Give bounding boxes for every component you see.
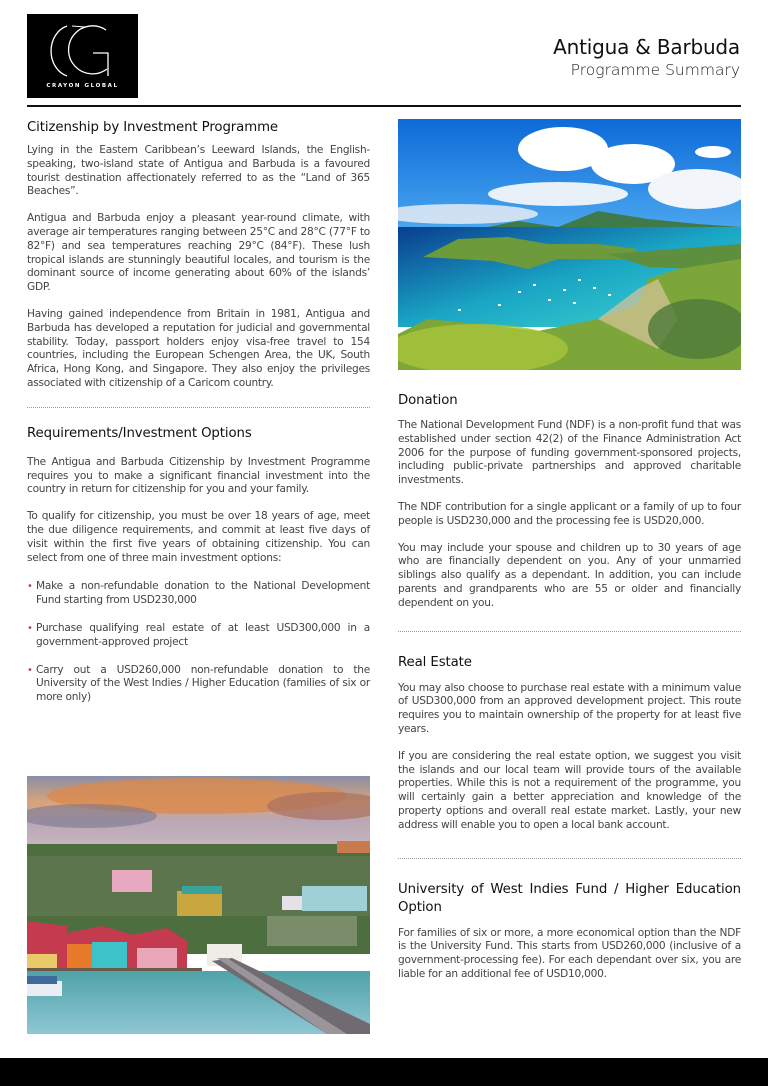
requirements-paragraph-1: The Antigua and Barbuda Citizenship by Investment Programme requires you to make a significant financial investment into the country in return for citizenship for you and your family.: [27, 455, 370, 496]
real-estate-heading: Real Estate: [398, 654, 472, 670]
bullet-icon: •: [27, 622, 33, 634]
investment-option-text: Make a non-refundable donation to the National Development Fund starting from USD230,000: [36, 580, 370, 607]
investment-option-item: [27, 622, 370, 650]
left-column: [27, 119, 370, 705]
investment-options-list: [27, 580, 370, 705]
english-harbour-photo: [398, 119, 741, 370]
investment-option-item: [27, 664, 370, 705]
right-column: [398, 392, 741, 982]
donation-section: [398, 392, 741, 611]
document-title: Antigua & Barbuda: [553, 35, 740, 59]
cbi-paragraph-2: Antigua and Barbuda enjoy a pleasant year-round climate, with average air temperatures ranging between 25°C and 28°C (77°F to 82°F) and sea temperatures reaching 29°C (84°F). These lush tropical islands are stunningly beautiful locales, and tourism is the dominant source of income generating about 60% of the islands’ GDP.: [27, 212, 370, 294]
document-subtitle: Programme Summary: [570, 61, 740, 79]
donation-heading: Donation: [398, 393, 458, 408]
section-divider: [398, 858, 741, 859]
section-divider: [398, 631, 741, 632]
logo-wordmark: CRAYON GLOBAL: [46, 83, 119, 89]
requirements-heading: Requirements/Investment Options: [27, 425, 252, 441]
cbi-paragraph-3: Having gained independence from Britain in 1981, Antigua and Barbuda has developed a reputation for judicial and governmental stability. Today, passport holders enjoy visa-free travel to 154 countries, including the European Schengen Area, the UK, South Africa, Hong Kong, and Singapore. They also enjoy the privileges associated with citizenship of a Caricom country.: [27, 307, 370, 389]
donation-paragraph-3: You may include your spouse and children up to 30 years of age who are financially dependent on you. Any of your unmarried siblings also qualify as a dependant. In addition, you can include parents and grandparents who are 55 or older and financially dependent on you.: [398, 541, 741, 609]
requirements-section: [27, 425, 370, 705]
university-section: [398, 881, 741, 982]
requirements-paragraph-2: To qualify for citizenship, you must be over 18 years of age, meet the due diligence requirements, and commit at least five days of visit within the first five years of obtaining citizenship. You can select from one of three main investment options:: [27, 510, 370, 564]
real-estate-paragraph-2: If you are considering the real estate option, we suggest you visit the islands and our local team will provide tours of the available properties. While this is not a requirement of the programme, you will certainly gain a better appreciation and knowledge of the property options and overall real estate market. Lastly, your new address will enable you to open a local bank account.: [398, 749, 741, 831]
donation-paragraph-1: The National Development Fund (NDF) is a non-profit fund that was established under section 42(2) of the Finance Administration Act 2006 for the purpose of funding government-sponsored projects, including public-private partnerships and approved charitable investments.: [398, 419, 741, 487]
footer-bar: [0, 1058, 768, 1086]
investment-option-text: Purchase qualifying real estate of at least USD300,000 in a government-approved project: [36, 621, 370, 648]
real-estate-section: [398, 654, 741, 833]
university-heading: University of West Indies Fund / Higher Education Option: [398, 881, 741, 915]
document-header: [553, 34, 740, 80]
crayon-global-logo: [27, 14, 138, 98]
header-divider: [27, 105, 741, 107]
cbi-section: [27, 119, 370, 391]
bullet-icon: •: [27, 664, 33, 676]
cbi-paragraph-1: Lying in the Eastern Caribbean’s Leeward Islands, the English-speaking, two-island state of Antigua and Barbuda is a favoured tourist destination affectionately referred to as the “Land of 365 Beaches”.: [27, 144, 370, 198]
bullet-icon: •: [27, 581, 33, 593]
donation-paragraph-2: The NDF contribution for a single applicant or a family of up to four people is USD230,000 and the processing fee is USD20,000.: [398, 500, 741, 527]
investment-option-text: Carry out a USD260,000 non-refundable donation to the University of the West Indies / Higher Education (families of six or more only): [36, 663, 370, 704]
section-divider: [27, 407, 370, 408]
university-paragraph-1: For families of six or more, a more economical option than the NDF is the University Fund. This starts from USD260,000 (inclusive of a government-processing fee). For each dependant over six, you are liable for an additional fee of USD10,000.: [398, 926, 741, 980]
harbour-town-photo: [27, 776, 370, 1034]
cbi-heading: Citizenship by Investment Programme: [27, 120, 279, 135]
real-estate-paragraph-1: You may also choose to purchase real estate with a minimum value of USD300,000 from an approved development project. This route requires you to maintain ownership of the property for at least five years.: [398, 681, 741, 735]
investment-option-item: [27, 580, 370, 608]
